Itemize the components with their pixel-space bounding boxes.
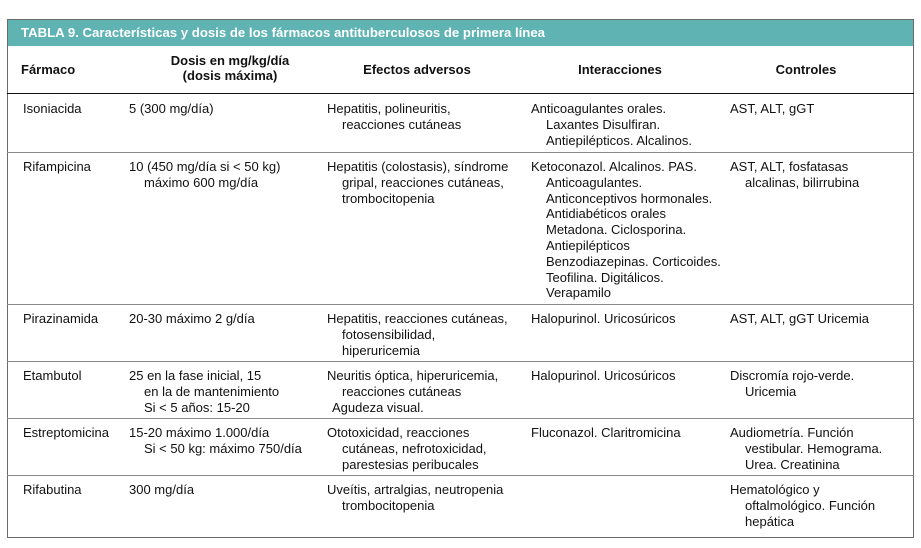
cell-line: AST, ALT, gGT <box>730 101 815 116</box>
cell-line: Verapamilo <box>546 285 612 301</box>
cell-line: Halopurinol. Uricosúricos <box>531 368 676 383</box>
cell-efectos <box>327 482 503 514</box>
cell-dosis <box>129 311 255 327</box>
cell-line: Antiepilépticos. Alcalinos. <box>546 132 692 148</box>
column-header-dosis-line1: Dosis en mg/kg/día <box>170 53 290 68</box>
cell-farmaco <box>23 101 82 117</box>
cell-line: trombocitopenia <box>342 190 435 206</box>
cell-controles <box>730 159 859 191</box>
cell-line: Ototoxicidad, reacciones <box>327 425 470 440</box>
cell-controles <box>730 311 869 327</box>
cell-line: Metadona. Ciclosporina. <box>546 222 687 238</box>
table-row <box>7 153 914 305</box>
cell-dosis <box>129 425 302 457</box>
cell-line: Hepatitis, reacciones cutáneas, <box>327 311 508 326</box>
table-title: TABLA 9. Características y dosis de los fármacos antituberculosos de primera línea <box>21 25 546 40</box>
cell-line: Fluconazol. Claritromicina <box>531 425 681 440</box>
column-header-farmaco: Fármaco <box>21 62 76 77</box>
cell-dosis <box>129 101 214 117</box>
cell-line: Antiepilépticos <box>546 237 630 253</box>
cell-line: gripal, reacciones cutáneas, <box>342 174 504 190</box>
cell-interacciones <box>531 159 721 301</box>
cell-line: Laxantes Disulfiran. <box>546 116 661 132</box>
cell-line: Etambutol <box>23 368 82 383</box>
cell-line: 300 mg/día <box>129 482 195 497</box>
table-title-bar <box>7 19 914 46</box>
cell-interacciones <box>531 368 676 384</box>
cell-line: Anticoagulantes orales. <box>531 101 667 116</box>
cell-line: en la de mantenimiento <box>144 383 280 399</box>
cell-farmaco <box>23 425 109 441</box>
cell-dosis <box>129 159 280 191</box>
cell-line: trombocitopenia <box>342 497 435 513</box>
cell-line: Uricemia <box>745 383 797 399</box>
cell-line: Anticonceptivos hormonales. <box>546 190 713 206</box>
cell-line: hiperuricemia <box>342 342 421 358</box>
cell-line: Agudeza visual. <box>332 399 424 415</box>
cell-line: vestibular. Hemograma. <box>745 440 883 456</box>
cell-line: Rifabutina <box>23 482 82 497</box>
cell-line: Rifampicina <box>23 159 91 174</box>
cell-line: máximo 600 mg/día <box>144 174 259 190</box>
cell-line: fotosensibilidad, <box>342 326 436 342</box>
cell-line: Si < 50 kg: máximo 750/día <box>144 440 302 456</box>
cell-efectos <box>327 101 461 133</box>
cell-line: Urea. Creatinina <box>745 456 840 472</box>
cell-interacciones <box>531 311 676 327</box>
cell-line: reacciones cutáneas <box>342 383 462 399</box>
cell-line: Hematológico y <box>730 482 820 497</box>
cell-line: hepática <box>745 513 795 529</box>
cell-line: alcalinas, bilirrubina <box>745 174 860 190</box>
cell-efectos <box>327 311 508 358</box>
cell-line: Isoniacida <box>23 101 82 116</box>
table-row <box>7 362 914 419</box>
cell-interacciones <box>531 101 692 148</box>
column-header-efectos: Efectos adversos <box>363 62 471 77</box>
cell-line: oftalmológico. Función <box>745 497 876 513</box>
cell-line: 20-30 máximo 2 g/día <box>129 311 255 326</box>
cell-controles <box>730 101 814 117</box>
cell-line: Si < 5 años: 15-20 <box>144 399 250 415</box>
table-row <box>7 95 914 153</box>
column-header-controles: Controles <box>775 62 837 77</box>
cell-efectos <box>327 425 487 472</box>
cell-farmaco <box>23 311 98 327</box>
table-row <box>7 419 914 476</box>
cell-controles <box>730 425 882 472</box>
cell-line: cutáneas, nefrotoxicidad, <box>342 440 487 456</box>
cell-line: Hepatitis (colostasis), síndrome <box>327 159 509 174</box>
cell-line: 15-20 máximo 1.000/día <box>129 425 270 440</box>
cell-line: AST, ALT, gGT Uricemia <box>730 311 869 326</box>
cell-controles <box>730 368 854 400</box>
cell-interacciones <box>531 425 681 441</box>
cell-dosis <box>129 368 279 415</box>
cell-line: Ketoconazol. Alcalinos. PAS. <box>531 159 697 174</box>
column-header-interacciones: Interacciones <box>578 62 662 77</box>
cell-line: 10 (450 mg/día si < 50 kg) <box>129 159 281 174</box>
cell-farmaco <box>23 368 82 384</box>
cell-line: Antidiabéticos orales <box>546 206 666 222</box>
cell-line: Discromía rojo-verde. <box>730 368 855 383</box>
column-header-dosis <box>147 53 313 83</box>
cell-line: Uveítis, artralgias, neutropenia <box>327 482 504 497</box>
cell-line: Audiometría. Función <box>730 425 854 440</box>
cell-line: reacciones cutáneas <box>342 116 462 132</box>
cell-farmaco <box>23 159 91 175</box>
cell-line: Teofilina. Digitálicos. <box>546 269 664 285</box>
cell-line: Neuritis óptica, hiperuricemia, <box>327 368 499 383</box>
cell-line: AST, ALT, fosfatasas <box>730 159 849 174</box>
column-header-dosis-line2: (dosis máxima) <box>182 68 278 83</box>
cell-line: Halopurinol. Uricosúricos <box>531 311 676 326</box>
cell-line: Estreptomicina <box>23 425 109 440</box>
cell-controles <box>730 482 875 529</box>
cell-line: Hepatitis, polineuritis, <box>327 101 451 116</box>
cell-efectos <box>327 159 508 206</box>
cell-dosis <box>129 482 194 498</box>
cell-line: Pirazinamida <box>23 311 99 326</box>
cell-line: Benzodiazepinas. Corticoides. <box>546 253 721 269</box>
cell-efectos <box>327 368 498 415</box>
cell-line: 5 (300 mg/día) <box>129 101 214 116</box>
cell-farmaco <box>23 482 82 498</box>
cell-line: 25 en la fase inicial, 15 <box>129 368 262 383</box>
table-row <box>7 305 914 362</box>
cell-line: Anticoagulantes. <box>546 174 643 190</box>
cell-line: parestesias peribucales <box>342 456 479 472</box>
table-header <box>7 46 914 94</box>
table-row <box>7 476 914 538</box>
